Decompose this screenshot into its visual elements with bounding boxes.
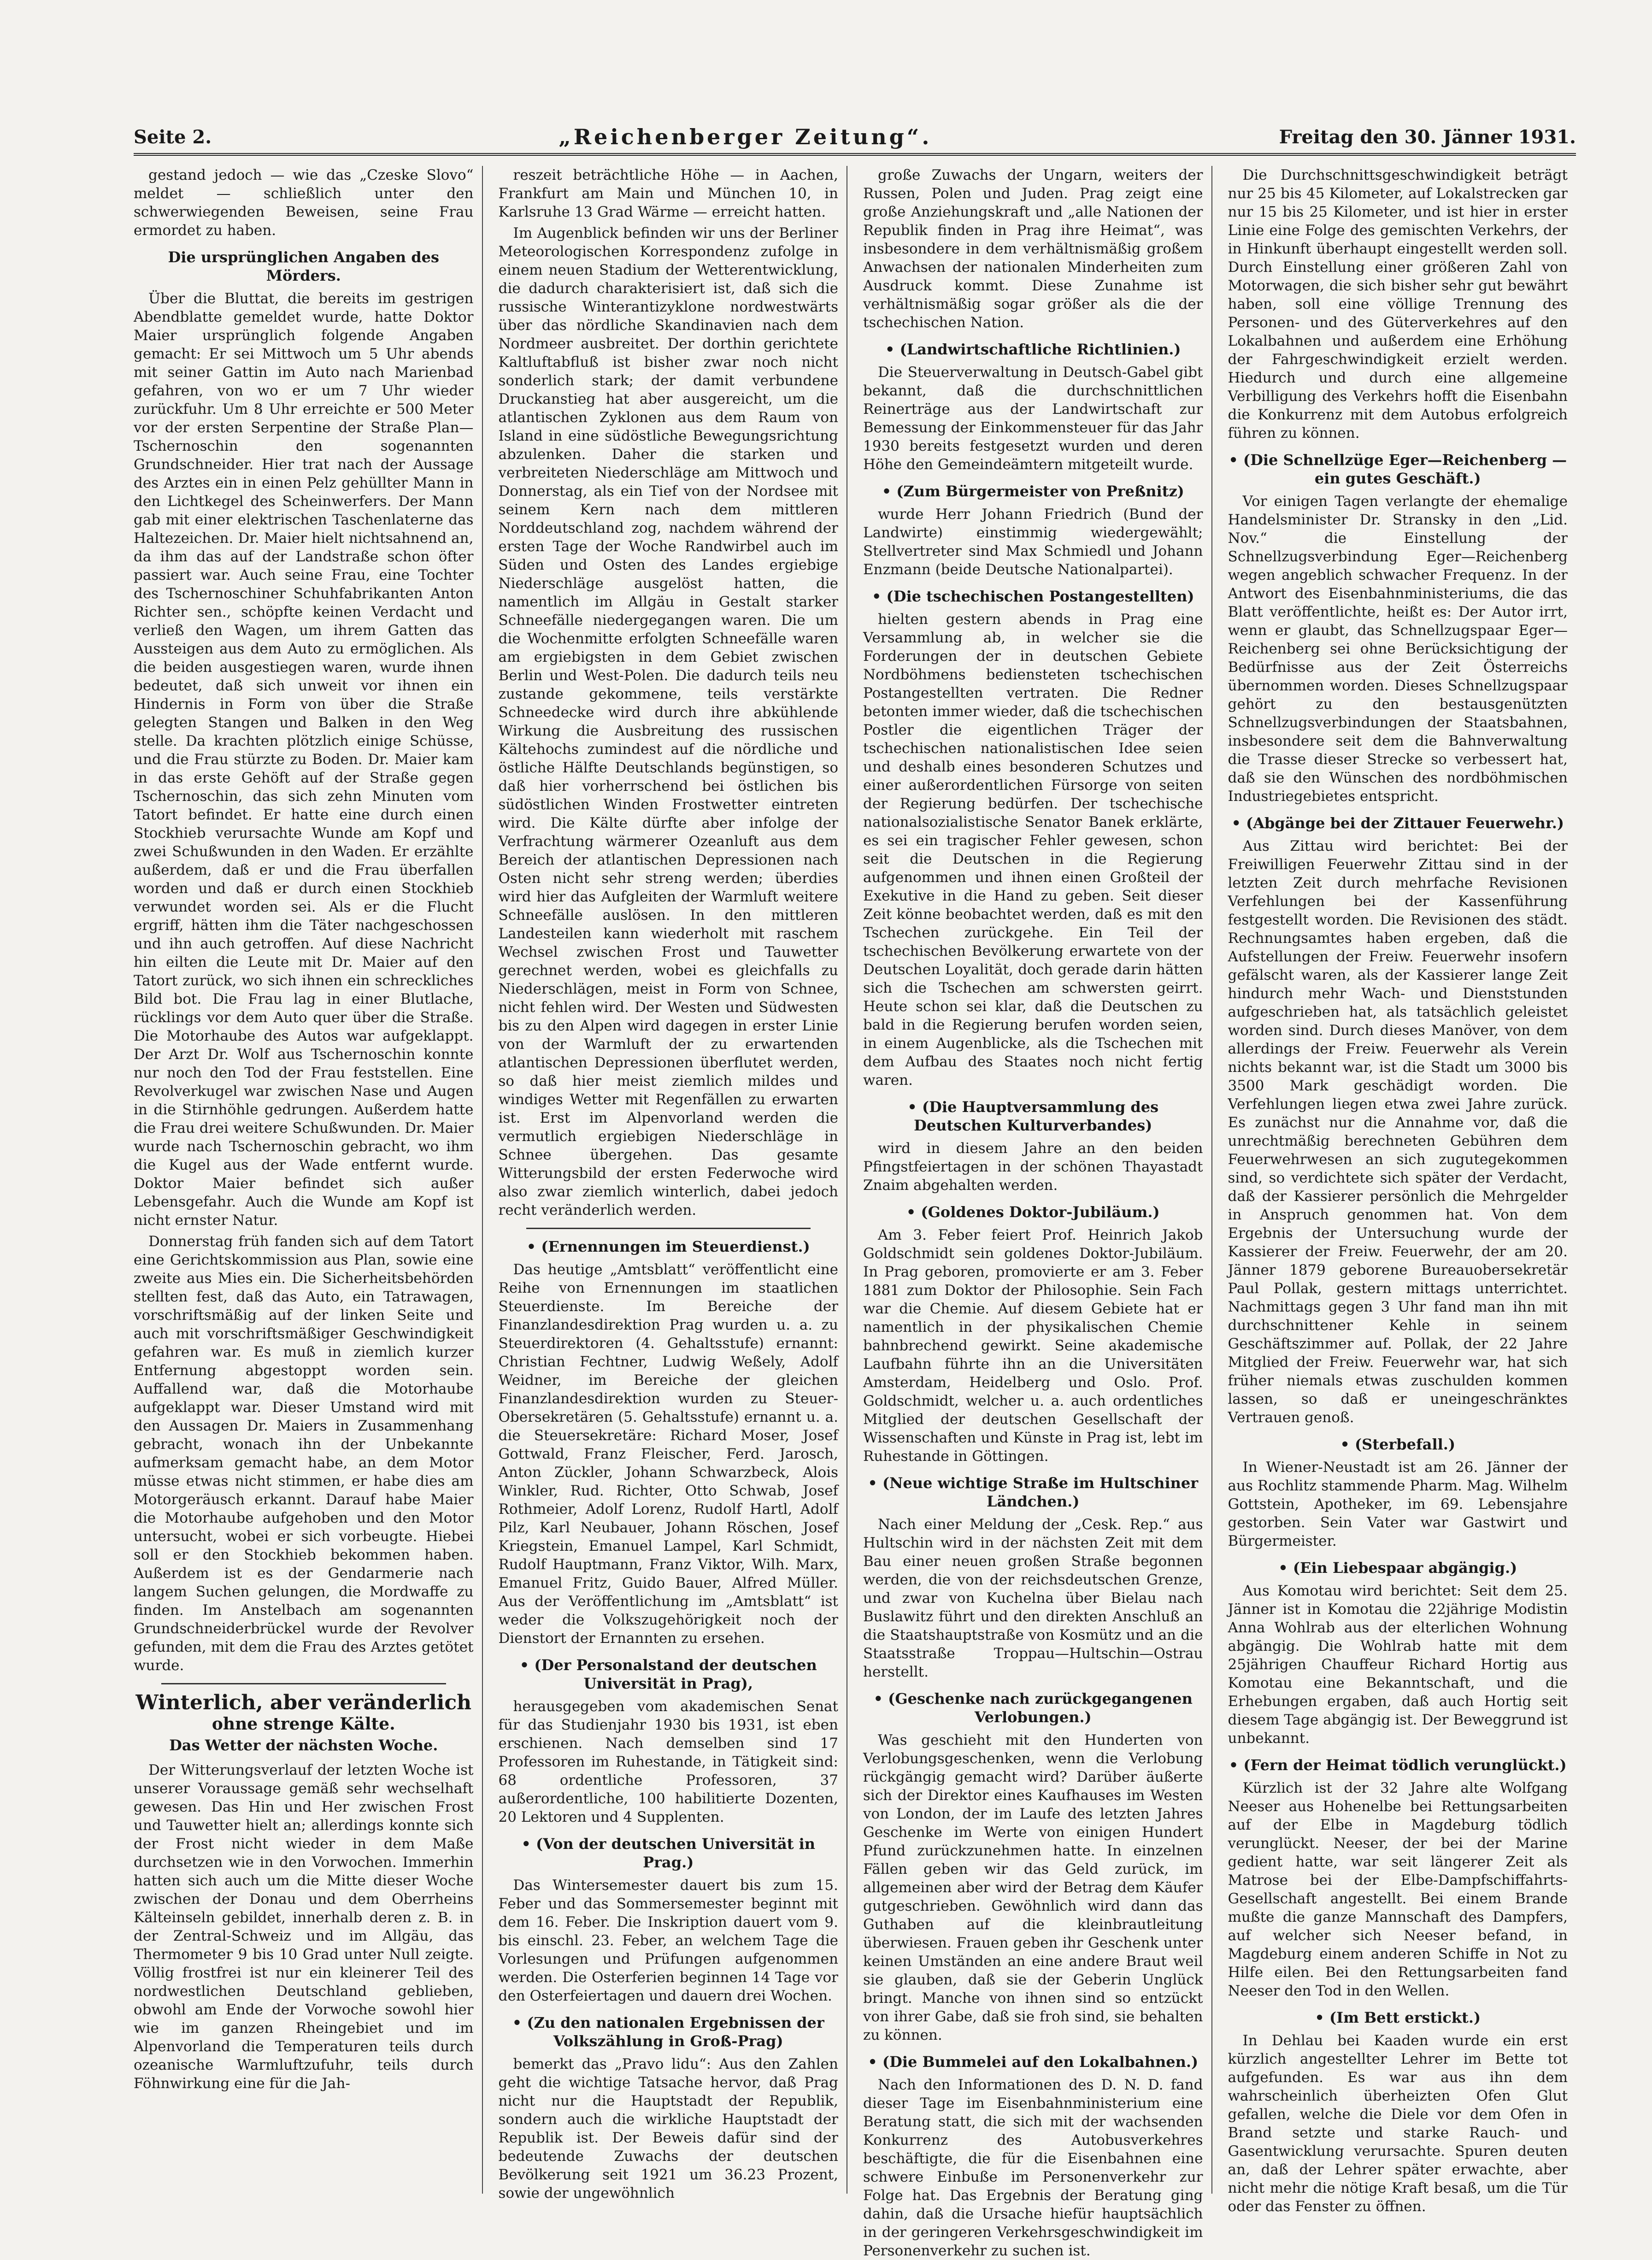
article-text: Donnerstag früh fanden sich auf dem Tatort eine Gerichtskommission aus Plan, sowie eine zweite aus Mies ein. Die Sicherheitsbehörden stellten fest, daß das Auto, ein Tatrawagen, vorschriftsmäßig auf der linken Seite und auch mit vorschriftsmäßiger Geschwindigkeit gefahren war. Es muß in ziemlich kurzer Entfernung abgestoppt worden sein. Auffallend war, daß die Motorhaube aufgeklappt war. Dieser Umstand wird mit den Aussagen Dr. Maiers in Zusammenhang gebracht, wonach ihn der Unbekannte aufmerksam gemacht habe, an dem Motor müsse etwas nicht stimmen, er habe dies am Motorgeräusch erkannt. Darauf habe Maier die Motorhaube aufgehoben und den Motor untersucht, wobei er sich vorbeugte. Hiebei soll er den Stockhieb bekommen haben. Außerdem ist es der Gendarmerie nach langem Suchen gelungen, die Mordwaffe zu finden. Im Anstelbach am sogenannten Grundschneiderbrückel wurde der Revolver gefunden, mit dem die Frau des Arztes getötet wurde. — [134, 1233, 474, 1674]
weather-headline: Winterlich, aber veränderlich — [135, 1691, 472, 1714]
article-text: Im Augenblick befinden wir uns der Berliner Meteorologischen Korrespondenz zufolge in einem neuen Stadium der Wetterentwicklung, die dadurch charakterisiert ist, daß sich die russische Winterantizyklone nordwestwärts über das nördliche Skandinavien nach dem Nordmeer ausbreitet. Der dorthin gerichtete Kaltluftabfluß ist bisher zwar noch nicht sonderlich stark; der damit verbundene Druckanstieg hat aber ausgereicht, um die atlantischen Zyklonen aus dem Raum von Island in eine südöstliche Bewegungsrichtung abzulenken. Daher die starken und verbreiteten Niederschläge am Mittwoch und Donnerstag, als ein Tief von der Nordsee mit seinem Kern nach dem mittleren Norddeutschland zog, nachdem während der ersten Tage der Woche Randwirbel auch im Süden und Osten des Landes ergiebige Niederschläge ausgelöst hatten, die namentlich im Allgäu in Gestalt starker Schneefälle niedergegangen waren. Die um die Wochenmitte erfolgten Schneefälle waren am ergiebigsten in dem Gebiet zwischen Berlin und West-Polen. Die dadurch teils neu zustande gekommene, teils verstärkte Schneedecke wird durch ihre abkühlende Wirkung die Ausbreitung des russischen Kältehochs zumindest auf die nördliche und östliche Hälfte Deutschlands begünstigen, so daß hier vorherrschend bei östlichen bis südöstlichen Winden Frostwetter eintreten wird. Die Kälte dürfte aber infolge der Verfrachtung wärmerer Ozeanluft aus dem Bereich der atlantischen Depressionen nach Osten nicht sehr streng werden; überdies wird hier das Aufgleiten der Warmluft weitere Schneefälle auslösen. In den mittleren Landesteilen kann wiederholt mit raschem Wechsel zwischen Frost und Tauwetter gerechnet werden, wobei es gleichfalls zu Niederschlägen, meist in Form von Schnee, nicht fehlen wird. Der Westen und Südwesten bis zu den Alpen wird dagegen in erster Linie von der Warmluft der zu erwartenden atlantischen Depressionen überflutet werden, so daß hier meist ziemlich mildes und windiges Wetter mit Regenfällen zu erwarten ist. Erst im Alpenvorland werden die vermutlich ergiebigen Niederschläge in Schnee übergehen. Das gesamte Witterungsbild der ersten Federwoche wird also zwar ziemlich winterlich, dabei jedoch recht veränderlich werden. — [498, 225, 838, 1218]
article-heading: • (Die tschechischen Postangestellten) — [863, 587, 1203, 606]
article-heading: • (Goldenes Doktor-Jubiläum.) — [863, 1203, 1203, 1221]
article-heading: • (Die Schnellzüge Eger—Reichenberg — ein gutes Geschäft.) — [1228, 451, 1568, 488]
issue-date: Freitag den 30. Jänner 1931. — [1279, 126, 1576, 148]
article-text: Kürzlich ist der 32 Jahre alte Wolfgang Neeser aus Hohenelbe bei Rettungsarbeiten auf der Elbe in Magdeburg tödlich verunglückt. Neeser, der bei der Marine gedient hatte, war seit längerer Zeit als Matrose bei der Elbe-Dampfschiffahrts-Gesellschaft angestellt. Bei einem Brande mußte die ganze Mannschaft des Dampfers, auf welcher sich Neeser befand, in Magdeburg einem anderen Schiffe in Not zu Hilfe eilen. Bei den Rettungsarbeiten fand Neeser den Tod in den Wellen. — [1228, 1780, 1568, 1999]
divider — [526, 1228, 811, 1229]
article-heading: • (Zum Bürgermeister von Preßnitz) — [863, 482, 1203, 500]
masthead — [134, 121, 1576, 156]
article-text: bemerkt das „Pravo lidu“: Aus den Zahlen geht die wichtige Tatsache hervor, daß Prag nicht nur die Hauptstadt der Republik, sondern auch die wirkliche Hauptstadt der Republik ist. Der Beweis dafür sind der bedeutende Zuwachs der deutschen Bevölkerung seit 1921 um 36.23 Prozent, sowie der ungewöhnlich — [498, 2056, 838, 2201]
article-text: wird in diesem Jahre an den beiden Pfingstfeiertagen in der schönen Thayastadt Znaim abgehalten werden. — [863, 1140, 1203, 1194]
article-text: reszeit beträchtliche Höhe — in Aachen, Frankfurt am Main und München 10, in Karlsruhe 13 Grad Wärme — erreicht hatten. — [498, 167, 838, 220]
article-columns — [134, 166, 1576, 2259]
article-text: Aus Zittau wird berichtet: Bei der Freiwilligen Feuerwehr Zittau sind in der letzten Zeit durch mehrfache Revisionen Verfehlungen bei der Kassenführung festgestellt worden. Die Revisionen des städt. Rechnungsamtes haben ergeben, daß die Aufstellungen der Freiw. Feuerwehr insofern gefälscht waren, als der Kassierer lange Zeit hindurch mehr Wach- und Dienststunden aufgeschrieben hat, als tatsächlich geleistet worden sind. Durch dieses Manöver, von dem allerdings der Freiw. Feuerwehr als Verein nichts bekannt war, ist die Stadt um 3000 bis 3500 Mark geschädigt worden. Die Verfehlungen liegen etwa zwei Jahre zurück. Es zunächst nur die Annahme vor, daß die unrechtmäßig berechneten Gebühren dem Feuerwehrwesen an sich zugutegekommen sind, so verdichtete sich später der Verdacht, daß der Kassierer persönlich die Mehrgelder in Anspruch genommen hat. Von dem Ergebnis der Untersuchung wurde der Kassierer der Freiw. Feuerwehr, der am 20. Jänner 1879 geborene Bureauobersekretär Paul Pollak, gestern mittags unterrichtet. Nachmittags gegen 3 Uhr fand man ihn mit durchschnittener Kehle in seinem Geschäftszimmer auf. Pollak, der 22 Jahre Mitglied der Freiw. Feuerwehr war, hat sich früher niemals etwas zuschulden kommen lassen, so daß er uneingeschränktes Vertrauen genoß. — [1228, 838, 1568, 1426]
article-text: In Dehlau bei Kaaden wurde ein erst kürzlich angestellter Lehrer im Bette tot aufgefunden. Es war aus ihn dem wahrscheinlich überheizten Ofen Glut gefallen, welche die Diele vor dem Ofen in Brand setzte und starke Rauch- und Gasentwicklung verursachte. Spuren deuten an, daß der Lehrer später erwachte, aber nicht mehr die nötige Kraft besaß, um die Tür oder das Fenster zu öffnen. — [1228, 2032, 1568, 2215]
article-text: Was geschieht mit den Hunderten von Verlobungsgeschenken, wenn die Verlobung rückgängig gemacht wird? Darüber äußerte sich der Direktor eines Kaufhauses im Westen von London, der im Laufe des letzten Jahres Geschenke im Werte von einigen Hundert Pfund zurückzunehmen hatte. In einzelnen Fällen geben wir das Geld zurück, im allgemeinen aber wird der Betrag dem Käufer gutgeschrieben. Gewöhnlich wird dann das Guthaben auf die kleinbrautleitung überwiesen. Frauen geben ihr Geschenk unter keinen Umständen an eine andere Braut weil sie glauben, daß sie der Geberin Unglück bringt. Manche von ihnen sind so entzückt von ihrer Gabe, daß sie froh sind, sie behalten zu können. — [863, 1732, 1203, 2043]
article-text: Über die Bluttat, die bereits im gestrigen Abendblatte gemeldet wurde, hatte Doktor Maier ursprünglich folgende Angaben gemacht: Er sei Mittwoch um 5 Uhr abends mit seiner Gattin im Auto nach Marienbad gefahren, von wo er um 7 Uhr wieder zurückfuhr. Um 8 Uhr erreichte er 500 Meter vor der ersten Serpentine der Straße Plan—Tschernoschin den sogenannten Grundschneider. Hier trat nach der Aussage des Arztes ein in einen Pelz gehüllter Mann in den Lichtkegel des Scheinwerfers. Der Mann gab mit einer elektrischen Taschenlaterne das Haltezeichen. Dr. Maier hielt nichtsahnend an, da ihm das auf der Landstraße schon öfter passiert war. Auch seine Frau, eine Tochter des Tschernoschiner Schuhfabrikanten Anton Richter sen., schöpfte keinen Verdacht und verließ den Wagen, um ihrem Gatten das Aussteigen aus dem Auto zu ermöglichen. Als die beiden ausgestiegen waren, wurde ihnen bedeutet, daß sich unweit vor ihnen ein Hindernis in Form von über die Straße gelegten Stangen und Balken in den Weg stelle. Da krachten plötzlich einige Schüsse, und die Frau stürzte zu Boden. Dr. Maier kam in das erste Gehöft auf der Straße gegen Tschernoschin, das sich zehn Minuten vom Tatort befindet. Er hatte eine durch einen Stockhieb verursachte Wunde am Kopf und zwei Schußwunden in den Waden. Er erzählte außerdem, daß er und die Frau überfallen worden und daß er durch einen Stockhieb verwundet worden sei. Als er die Flucht ergriff, hätten ihm die Täter nachgeschossen und ihn auch getroffen. Auf diese Nachricht hin eilten die Leute mit Dr. Maier auf den Tatort zurück, wo sich ihnen ein schreckliches Bild bot. Die Frau lag in einer Blutlache, rücklings vor dem Auto quer über die Straße. Die Motorhaube des Autos war aufgeklappt. Der Arzt Dr. Wolf aus Tschernoschin konnte nur noch den Tod der Frau feststellen. Eine Revolverkugel war zwischen Nase und Augen in die Stirnhöhle gedrungen. Außerdem hatte die Frau drei weitere Schußwunden. Dr. Maier wurde nach Tschernoschin gebracht, wo ihm die Kugel aus der Wade entfernt wurde. Doktor Maier befindet sich außer Lebensgefahr. Auch die Wunde am Kopf ist nicht ernster Natur. — [134, 290, 474, 1229]
article-text: wurde Herr Johann Friedrich (Bund der Landwirte) einstimmig wiedergewählt; Stellvertreter sind Max Schmiedl und Johann Enzmann (beide Deutsche Nationalpartei). — [863, 506, 1203, 578]
article-text: In Wiener-Neustadt ist am 26. Jänner der aus Rochlitz stammende Pharm. Mag. Wilhelm Gottstein, Apotheker, im 69. Lebensjahre gestorben. Sein Vater war Gastwirt und Bürgermeister. — [1228, 1459, 1568, 1549]
divider — [161, 1683, 446, 1684]
article-heading: • (Die Bummelei auf den Lokalbahnen.) — [863, 2053, 1203, 2071]
article-text: Nach einer Meldung der „Cesk. Rep.“ aus Hultschin wird in der nächsten Zeit mit dem Bau einer neuen großen Straße begonnen werden, die von der reichsdeutschen Grenze, und zwar von Kuchelna über Bielau nach Buslawitz führt und den direkten Anschluß an die Staatshauptstraße von Kosmütz und an die Staatsstraße Troppau—Hultschin—Ostrau herstellt. — [863, 1516, 1203, 1680]
column-2 — [498, 166, 848, 2201]
page-number: Seite 2. — [134, 126, 212, 148]
article-text: Das heutige „Amtsblatt“ veröffentlicht eine Reihe von Ernennungen im staatlichen Steuerdienste. Im Bereiche der Finanzlandesdirektion Prag wurden u. a. zu Steuerdirektoren (4. Gehaltsstufe) ernannt: Christian Fechtner, Ludwig Weßely, Adolf Weidner, im Bereiche der gleichen Finanzlandesdirektion wurden zu Steuer-Obersekretären (5. Gehaltsstufe) ernannt u. a. die Steuersekretäre: Richard Moser, Josef Gottwald, Franz Fleischer, Ferd. Jarosch, Anton Zückler, Johann Schwarzbeck, Alois Winkler, Rud. Richter, Otto Schwab, Josef Rothmeier, Adolf Lorenz, Rudolf Hartl, Adolf Pilz, Karl Neubauer, Johann Röschen, Josef Kriegstein, Emanuel Lampel, Karl Schmidt, Rudolf Hauptmann, Franz Viktor, Wilh. Marx, Emanuel Fritz, Guido Bauer, Alfred Müller. Aus der Veröffentlichung im „Amtsblatt“ ist weder die Volkszugehörigkeit noch der Dienstort der Ernannten zu ersehen. — [498, 1261, 838, 1647]
weather-subtitle: Das Wetter der nächsten Woche. — [169, 1736, 438, 1754]
article-heading: • (Von der deutschen Universität in Prag.) — [499, 1835, 839, 1872]
article-text: Aus Komotau wird berichtet: Seit dem 25. Jänner ist in Komotau die 22jährige Modistin Anna Wohlrab aus der elterlichen Wohnung abgängig. Die Wohlrab hatte mit dem 25jährigen Chauffeur Richard Hortig aus Komotau eine Bekanntschaft, und die Erhebungen ergaben, daß auch Hortig seit diesem Tage abgängig ist. Der Beweggrund ist unbekannt. — [1228, 1583, 1568, 1747]
article-heading: • (Zu den nationalen Ergebnissen der Volkszählung in Groß-Prag) — [499, 2013, 839, 2050]
article-text: Vor einigen Tagen verlangte der ehemalige Handelsminister Dr. Stransky in den „Lid. Nov.“ die Einstellung der Schnellzugsverbindung Eger—Reichenberg wegen angeblich schwacher Frequenz. In der Antwort des Eisenbahnministeriums, die das Blatt veröffentlichte, heißt es: Der Autor irrt, wenn er glaubt, das Schnellzugspaar Eger—Reichenberg sei ohne Berücksichtigung der Bedürfnisse aus der Zeit Österreichs übernommen worden. Dieses Schnellzugspaar gehört zu den bestausgenützten Schnellzugsverbindungen der Staatsbahnen, insbesondere seit dem die Bahnverwaltung die Trasse dieser Strecke so verbessert hat, daß sie den Wünschen des nordböhmischen Industriegebietes entspricht. — [1228, 493, 1568, 805]
article-heading: • (Fern der Heimat tödlich verunglückt.) — [1228, 1756, 1568, 1774]
column-3 — [863, 166, 1212, 2259]
article-text: große Zuwachs der Ungarn, weiters der Russen, Polen und Juden. Prag zeigt eine große Anziehungskraft und „alle Nationen der Republik finden in Prag ihre Heimat“, was insbesondere in dem verhältnismäßig großem Anwachsen der nationalen Minderheiten zum Ausdruck kommt. Diese Zunahme ist verhältnismäßig sogar größer als die der tschechischen Nation. — [863, 167, 1203, 331]
article-text: Am 3. Feber feiert Prof. Heinrich Jakob Goldschmidt sein goldenes Doktor-Jubiläum. In Prag geboren, promovierte er am 3. Feber 1881 zum Doktor der Philosophie. Sein Fach war die Chemie. Auf diesem Gebiete hat er namentlich in der physikalischen Chemie bahnbrechend gewirkt. Seine akademische Laufbahn führte ihn an die Universitäten Amsterdam, Heidelberg und Oslo. Prof. Goldschmidt, welcher u. a. auch ordentliches Mitglied der deutschen Gesellschaft der Wissenschaften und Künste in Prag ist, lebt im Ruhestande in Göttingen. — [863, 1227, 1203, 1465]
article-text: herausgegeben vom akademischen Senat für das Studienjahr 1930 bis 1931, ist eben erschienen. Nach demselben sind 17 Professoren im Ruhestande, in Tätigkeit sind: 68 ordentliche Professoren, 37 außerordentliche, 100 habilitierte Dozenten, 20 Lektoren und 4 Supplenten. — [498, 1698, 838, 1825]
article-heading: • (Im Bett erstickt.) — [1228, 2008, 1568, 2027]
article-heading: Die ursprünglichen Angaben des Mörders. — [168, 248, 440, 284]
weather-subhead: ohne strenge Kälte. — [212, 1714, 395, 1734]
article-heading: • (Ein Liebespaar abgängig.) — [1228, 1559, 1568, 1577]
article-heading: • (Neue wichtige Straße im Hultschiner Ländchen.) — [863, 1474, 1203, 1511]
article-heading: • (Der Personalstand der deutschen Universität in Prag), — [499, 1656, 839, 1693]
article-heading: • (Landwirtschaftliche Richtlinien.) — [863, 340, 1203, 359]
article-text: gestand jedoch — wie das „Czeske Slovo“ meldet — schließlich unter den schwerwiegenden Beweisen, seine Frau ermordet zu haben. — [134, 167, 474, 239]
article-heading: • (Die Hauptversammlung des Deutschen Kulturverbandes) — [863, 1098, 1203, 1135]
article-heading: • (Geschenke nach zurückgegangenen Verlobungen.) — [863, 1689, 1203, 1726]
article-text: Nach den Informationen des D. N. D. fand dieser Tage im Eisenbahnministerium eine Beratung statt, die sich mit der wachsenden Konkurrenz des Autobusverkehres beschäftigte, die für die Eisenbahnen eine schwere Einbuße im Personenverkehr zur Folge hat. Das Ergebnis der Beratung ging dahin, daß die Ursache hiefür hauptsächlich in der geringeren Verkehrsgeschwindigkeit im Personenverkehr zu suchen ist. — [863, 2077, 1203, 2259]
article-text: Das Wintersemester dauert bis zum 15. Feber und das Sommersemester beginnt mit dem 16. Feber. Die Inskription dauert vom 9. bis einschl. 23. Feber, an welchem Tage die Vorlesungen und Prüfungen aufgenommen werden. Die Osterferien beginnen 14 Tage vor den Osterfeiertagen und dauern drei Wochen. — [498, 1877, 838, 2004]
article-heading: • (Sterbefall.) — [1228, 1435, 1568, 1454]
paper-title: „Reichenberger Zeitung“. — [559, 124, 932, 149]
article-text: hielten gestern abends in Prag eine Versammlung ab, in welcher sie die Forderungen der in deutschen Gebiete Nordböhmens bediensteten tschechischen Postangestellten vertraten. Die Redner betonten immer wieder, daß die tschechischen Postler die eigentlichen Träger der tschechischen nationalistischen Idee seien und deshalb eines besonderen Schutzes und einer außerordentlichen Fürsorge von seiten der Regierung bedürfen. Der tschechische nationalsozialistische Senator Banek erklärte, es sei ein tragischer Fehler gewesen, schon seit die Deutschen in die Regierung aufgenommen und ihnen einen Großteil der Exekutive in die Hand zu geben. Seit dieser Zeit könne beobachtet werden, daß es mit den Tschechen zurückgehe. Ein Teil der tschechischen Bevölkerung erwartete von der Deutschen Loyalität, doch gerade darin hätten sich die Tschechen am schwersten geirrt. Heute schon sei klar, daß die Deutschen zu bald in die Regierung berufen worden seien, in einem Augenblicke, als die Tschechen mit dem Aufbau des Staates noch nicht fertig waren. — [863, 611, 1203, 1089]
article-heading: • (Abgänge bei der Zittauer Feuerwehr.) — [1228, 814, 1568, 832]
article-heading: • (Ernennungen im Steuerdienst.) — [499, 1237, 839, 1256]
article-text: Der Witterungsverlauf der letzten Woche ist unserer Voraussage gemäß sehr wechselhaft gewesen. Das Hin und Her zwischen Frost und Tauwetter hielt an; allerdings konnte sich der Frost nicht wieder in dem Maße durchsetzen wie in den Vorwochen. Immerhin hatten sich auch um die Mitte dieser Woche zwischen der Donau und dem Oberrheins Kälteinseln gebildet, innerhalb deren z. B. in der Zentral-Schweiz und im Allgäu, das Thermometer 9 bis 10 Grad unter Null zeigte. Völlig frostfrei ist nur ein kleinerer Teil des nordwestlichen Deutschland geblieben, obwohl am Ende der Vorwoche sowohl hier wie im ganzen Rheingebiet und im Alpenvorland die Temperaturen teils durch ozeanische Warmluftzufuhr, teils durch Föhnwirkung eine für die Jah- — [134, 1762, 474, 2092]
article-text: Die Steuerverwaltung in Deutsch-Gabel gibt bekannt, daß die durchschnittlichen Reinerträge aus der Landwirtschaft zur Bemessung der Einkommensteuer für das Jahr 1930 bereits festgesetzt wurden und deren Höhe den Gemeindeämtern mitgeteilt wurde. — [863, 364, 1203, 473]
column-4 — [1228, 166, 1576, 2215]
column-1 — [134, 166, 483, 2194]
article-text: Die Durchschnittsgeschwindigkeit beträgt nur 25 bis 45 Kilometer, auf Lokalstrecken gar nur 15 bis 25 Kilometer, und ist hier in erster Linie eine Folge des gemischten Verkehrs, der in Hinkunft überhaupt eingestellt werden soll. Durch Einstellung einer größeren Zahl von Motorwagen, die sich bisher sehr gut bewährt haben, soll eine völlige Trennung des Personen- und des Güterverkehres auf den Lokalbahnen und außerdem eine Erhöhung der Fahrgeschwindigkeit erzielt werden. Hiedurch und durch eine allgemeine Verbilligung des Verkehrs hofft die Eisenbahn die Konkurrenz mit dem Autobus erfolgreich führen zu können. — [1228, 167, 1568, 441]
